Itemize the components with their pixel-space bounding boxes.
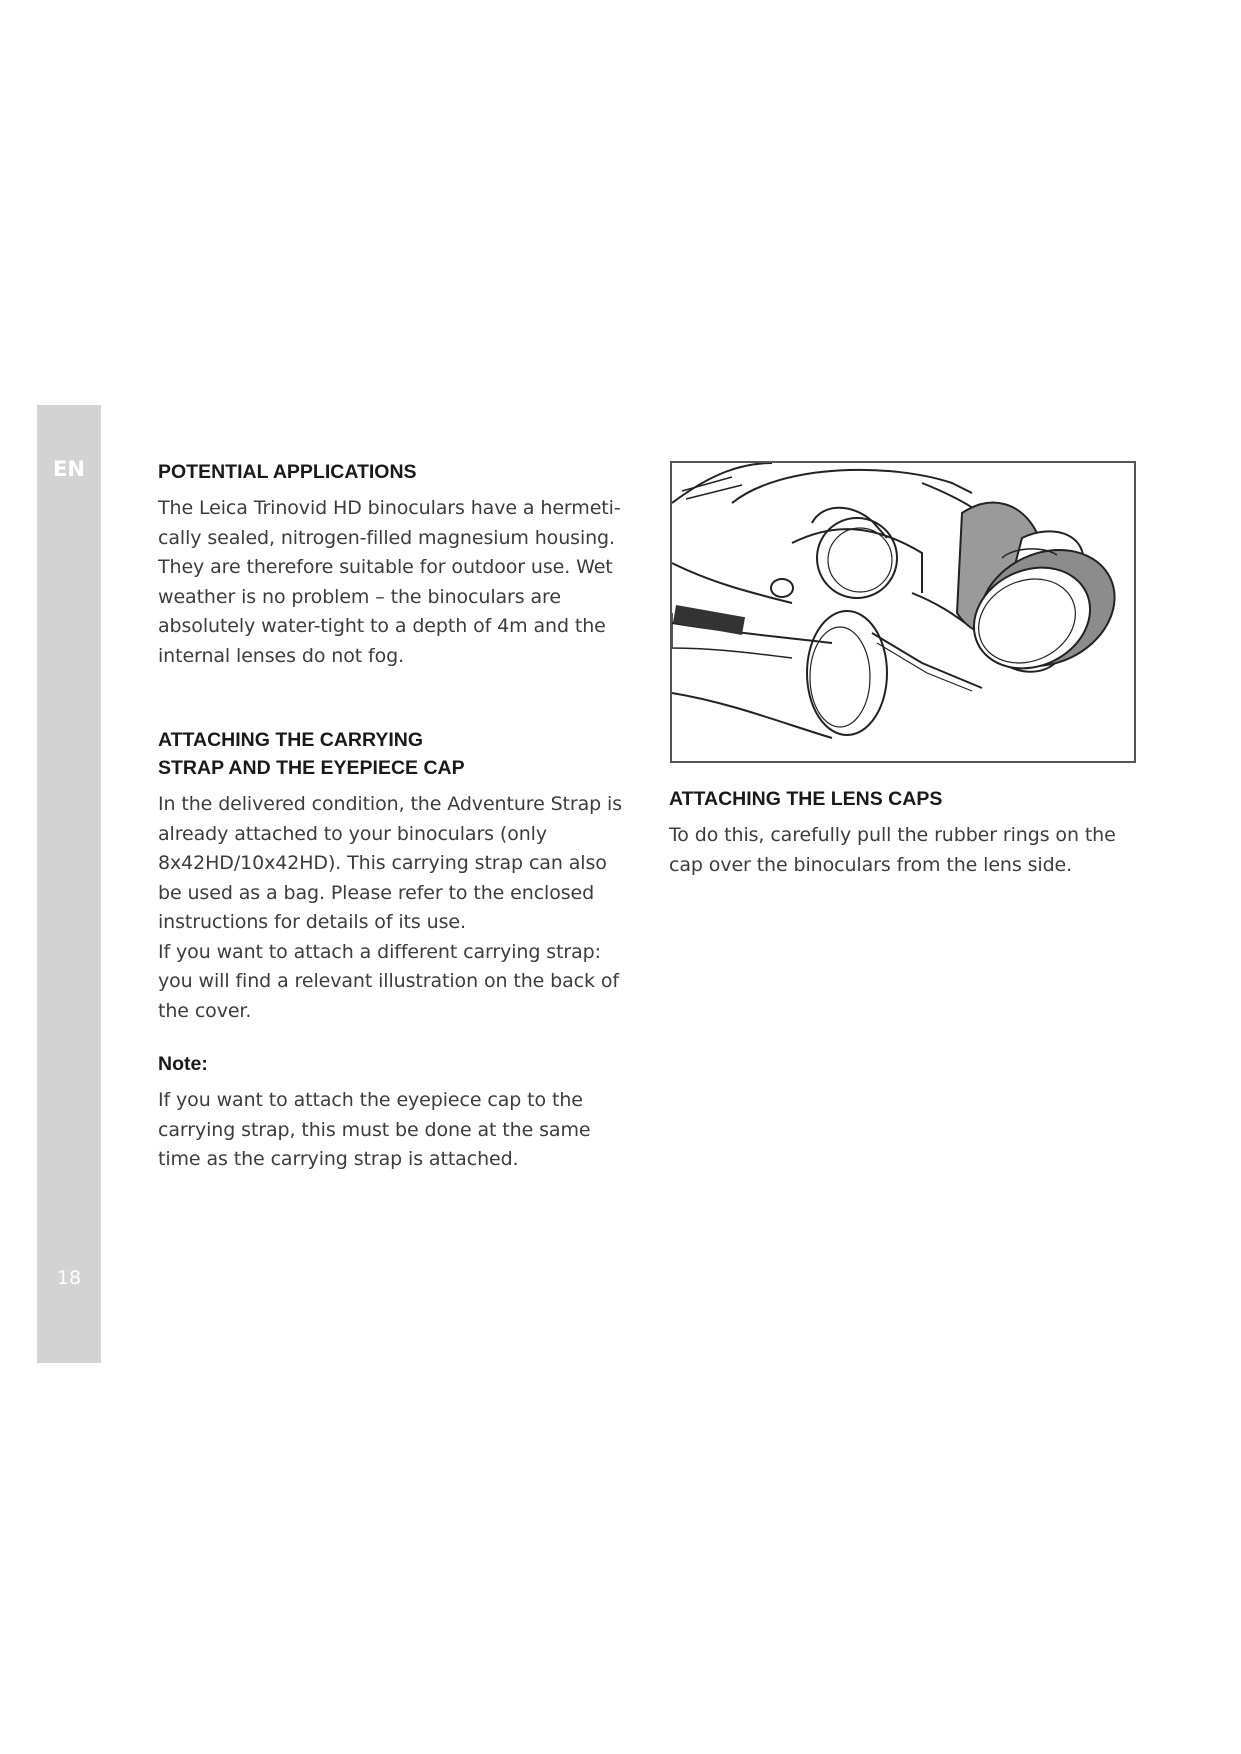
body-line: They are therefore suitable for outdoor use. Wet (158, 556, 613, 578)
section-heading: POTENTIAL APPLICATIONS (158, 461, 417, 483)
body-line: 8x42HD/10x42HD). This carrying strap can also (158, 852, 607, 874)
eyepiece-knob-inner (828, 528, 892, 592)
section-attaching-strap (158, 726, 628, 1026)
language-sidebar (37, 405, 101, 1363)
leica-logo-icon (771, 579, 793, 597)
body-line: the cover. (158, 999, 252, 1022)
section-body (158, 1086, 628, 1175)
section-heading-line1: ATTACHING THE CARRYING (158, 729, 424, 751)
binoculars-lens-cap-illustration (670, 461, 1136, 763)
body-line: If you want to attach the eyepiece cap to the (158, 1089, 583, 1111)
section-body (158, 494, 628, 671)
body-line: already attached to your binoculars (only (158, 822, 547, 845)
body-crease (877, 643, 972, 691)
left-column (158, 458, 628, 1175)
body-line: time as the carrying strap is attached. (158, 1148, 519, 1170)
body-crease (872, 633, 982, 688)
section-note (158, 1050, 628, 1175)
right-column (669, 785, 1139, 880)
section-body (158, 790, 628, 1026)
section-lens-caps (669, 785, 1139, 880)
binoculars-drawing (672, 463, 1134, 761)
body-line: you will find a relevant illustration on the back of (158, 970, 619, 992)
front-lens-left-inner (810, 627, 870, 727)
note-heading: Note: (158, 1053, 208, 1075)
right-barrel-top (732, 470, 972, 503)
body-line: weather is no problem – the binoculars are (158, 585, 561, 608)
left-barrel-edge (672, 463, 772, 503)
body-line: cap over the binoculars from the lens side. (669, 853, 1073, 876)
language-tab: EN (53, 457, 85, 481)
body-line: be used as a bag. Please refer to the enclosed (158, 881, 595, 904)
body-line: carrying strap, this must be done at the same (158, 1118, 591, 1141)
body-line: internal lenses do not fog. (158, 644, 405, 667)
body-line: instructions for details of its use. (158, 911, 466, 933)
body-line: cally sealed, nitrogen-filled magnesium housing. (158, 526, 615, 549)
lower-barrel-bottom (672, 693, 832, 738)
body-line: absolutely water-tight to a depth of 4m and the (158, 615, 606, 637)
right-barrel-inner (792, 529, 922, 593)
section-potential-applications (158, 458, 628, 671)
body-line: To do this, carefully pull the rubber rings on the (669, 824, 1116, 846)
front-lens-left (807, 611, 887, 735)
section-heading: ATTACHING THE LENS CAPS (669, 788, 943, 810)
page-number: 18 (56, 1267, 82, 1289)
body-line: In the delivered condition, the Adventure Strap is (158, 793, 623, 815)
model-label-band (673, 605, 745, 635)
section-body (669, 821, 1139, 880)
body-line: If you want to attach a different carrying strap: (158, 940, 601, 963)
body-line: The Leica Trinovid HD binoculars have a hermeti- (158, 497, 621, 519)
section-heading-line2: STRAP AND THE EYEPIECE CAP (158, 757, 465, 779)
